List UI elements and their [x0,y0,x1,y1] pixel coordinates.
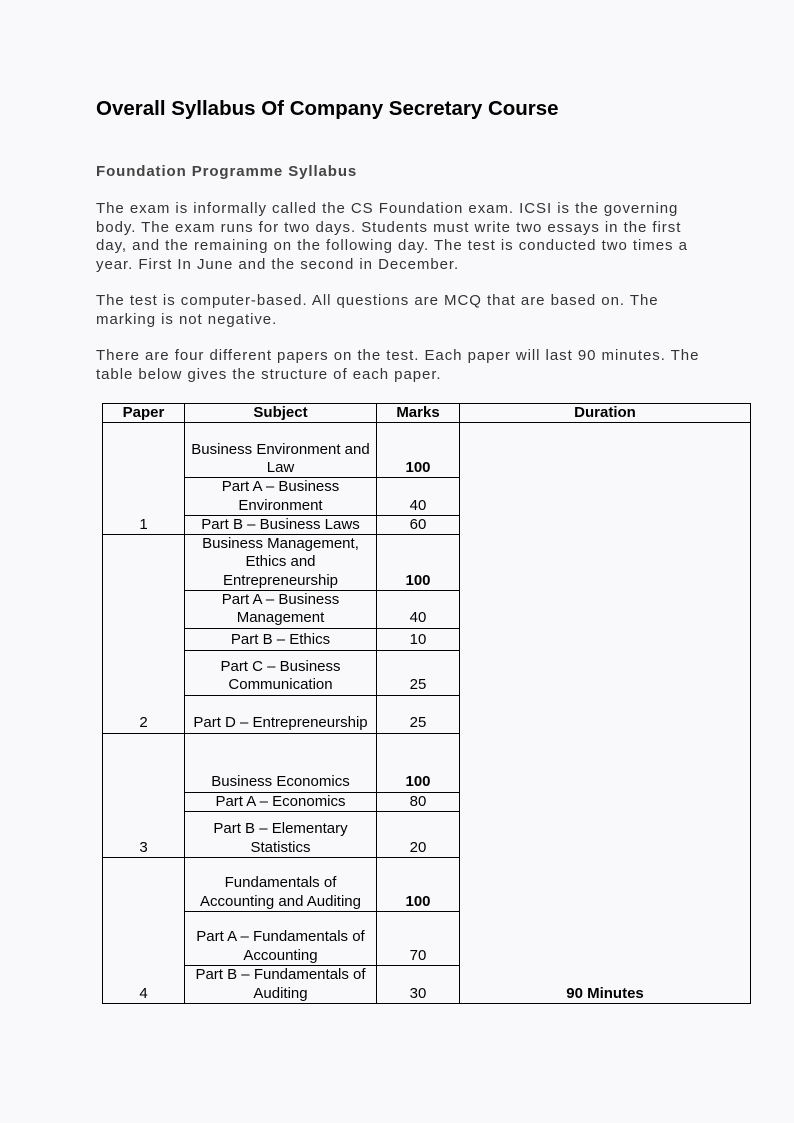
marks-cell: 100 [377,535,460,591]
subject-cell: Part C – Business Communication [185,650,377,695]
duration-cell: 90 Minutes [460,423,751,1004]
section-heading: Foundation Programme Syllabus [96,163,358,180]
subject-cell: Business Economics [185,733,377,792]
subject-cell: Business Management, Ethics and Entrepreneurship [185,535,377,591]
header-duration: Duration [460,404,751,423]
marks-cell: 100 [377,423,460,478]
syllabus-table [102,403,751,1004]
table-header-row [103,404,751,423]
header-marks: Marks [377,404,460,423]
header-paper: Paper [103,404,185,423]
subject-cell: Part A – Business Management [185,591,377,629]
subject-cell: Part B – Elementary Statistics [185,811,377,857]
marks-cell: 30 [377,965,460,1003]
format-paragraph: The test is computer-based. All questions are MCQ that are based on. The marking is not negative. [96,292,659,328]
intro-paragraph: The exam is informally called the CS Foundation exam. ICSI is the governing body. The exam runs for two days. Students must write two essays in the first day, and the remaining on the following day. The test is conducted two times a year. First In June and the second in December. [96,200,688,274]
subject-cell: Part B – Fundamentals of Auditing [185,965,377,1003]
marks-cell: 40 [377,591,460,629]
subject-cell: Part A – Business Environment [185,478,377,516]
marks-cell: 100 [377,857,460,911]
page-title: Overall Syllabus Of Company Secretary Course [96,97,559,120]
paper-number: 2 [103,535,185,733]
subject-cell: Part D – Entrepreneurship [185,695,377,733]
marks-cell: 80 [377,792,460,811]
papers-paragraph: There are four different papers on the test. Each paper will last 90 minutes. The table below gives the structure of each paper. [96,347,700,383]
table-row [103,423,751,478]
marks-cell: 25 [377,650,460,695]
marks-cell: 25 [377,695,460,733]
paper-number: 3 [103,733,185,857]
marks-cell: 20 [377,811,460,857]
subject-cell: Part B – Ethics [185,628,377,650]
subject-cell: Part A – Economics [185,792,377,811]
marks-cell: 70 [377,911,460,965]
subject-cell: Business Environment and Law [185,423,377,478]
subject-cell: Part B – Business Laws [185,515,377,534]
marks-cell: 60 [377,515,460,534]
marks-cell: 100 [377,733,460,792]
marks-cell: 10 [377,628,460,650]
subject-cell: Fundamentals of Accounting and Auditing [185,857,377,911]
header-subject: Subject [185,404,377,423]
paper-number: 4 [103,857,185,1003]
marks-cell: 40 [377,478,460,516]
paper-number: 1 [103,423,185,535]
subject-cell: Part A – Fundamentals of Accounting [185,911,377,965]
